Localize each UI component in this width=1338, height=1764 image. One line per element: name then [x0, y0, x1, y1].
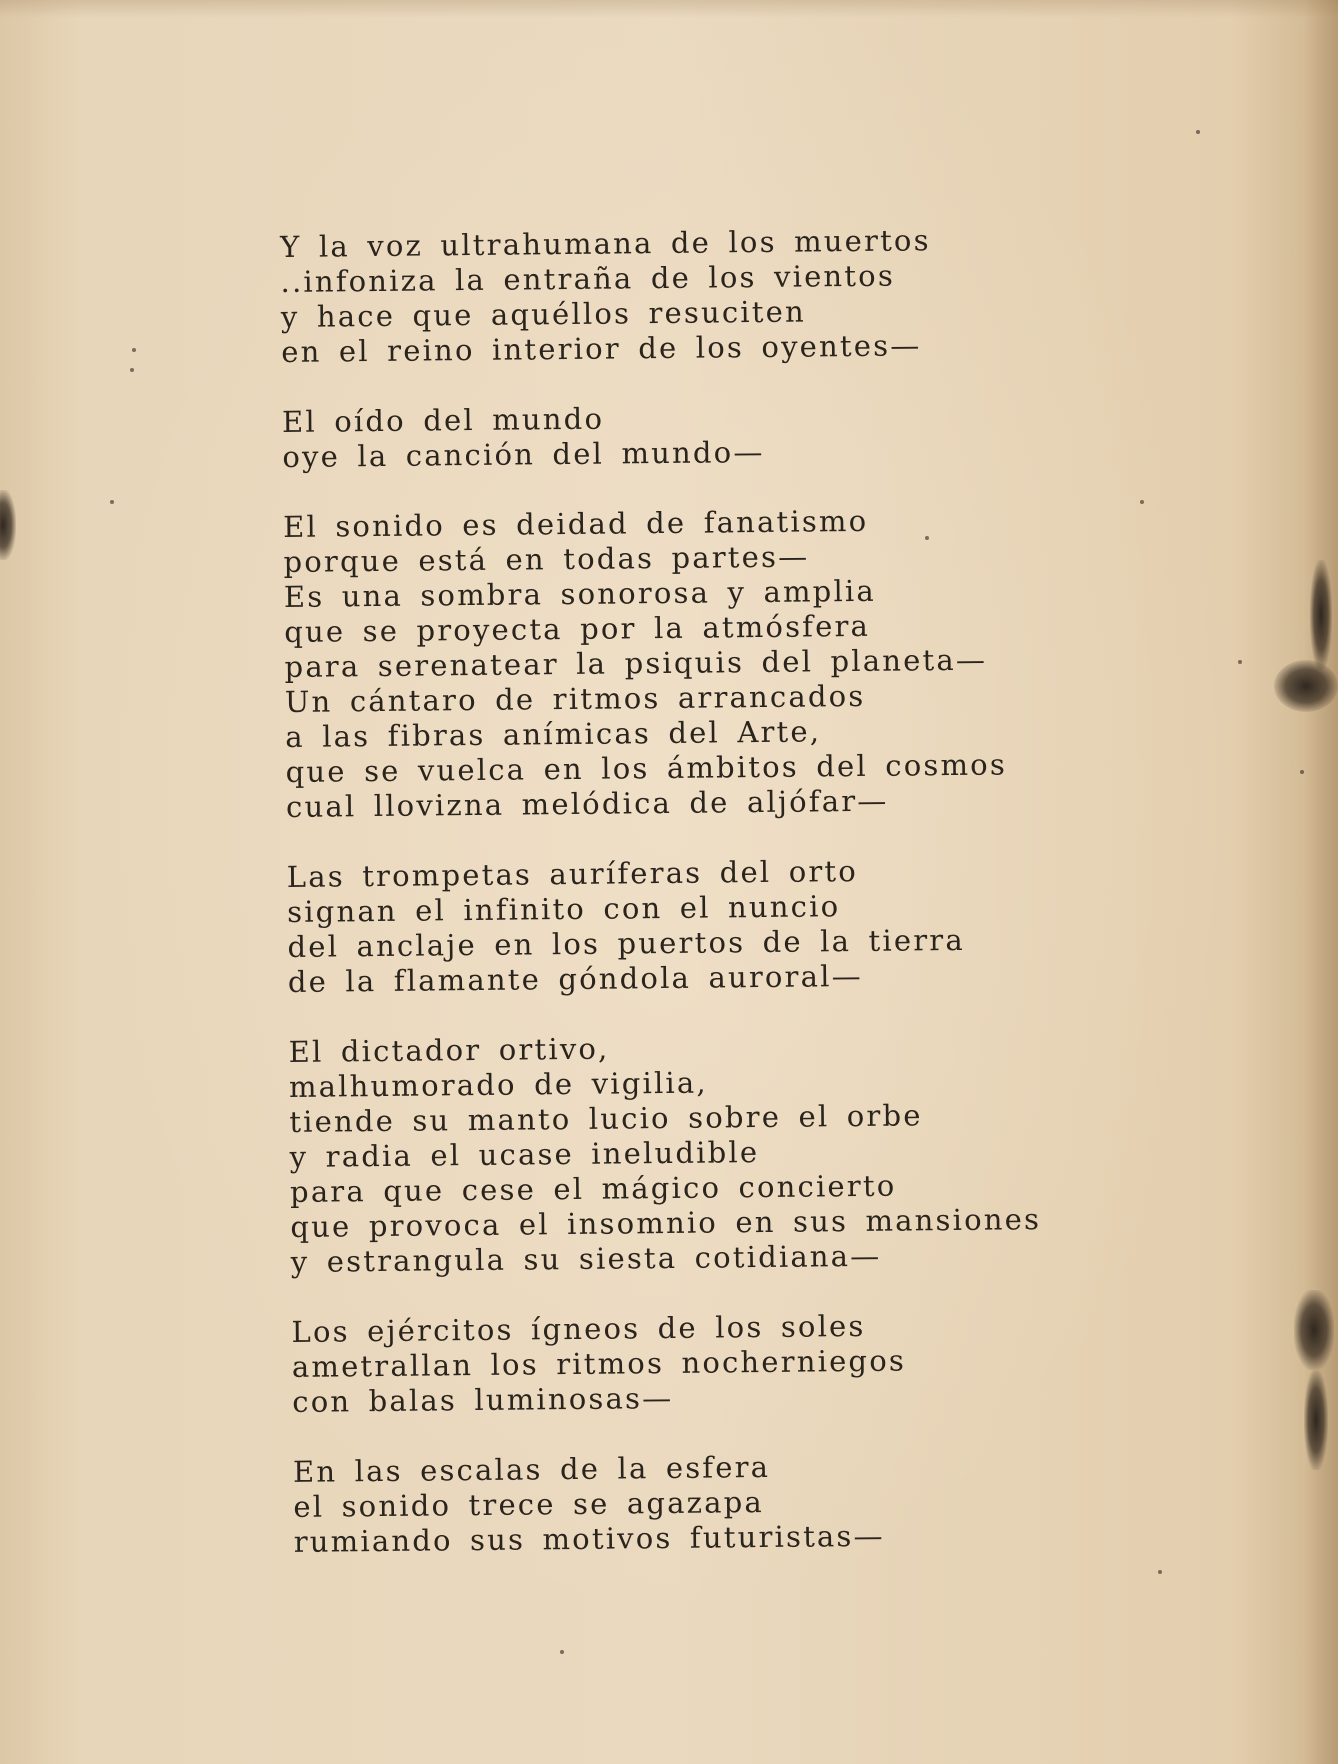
speck	[1238, 660, 1242, 664]
speck	[1196, 130, 1200, 134]
stanza	[283, 502, 1086, 825]
poem-line: y hace que aquéllos resuciten	[280, 294, 807, 334]
poem-line: para serenatear la psiquis del planeta—	[284, 642, 988, 684]
stanza	[287, 852, 1088, 1000]
poem-line: signan el infinito con el nuncio	[286, 889, 841, 929]
poem-line: para que cese el mágico concierto	[289, 1168, 897, 1209]
poem-line: ametrallan los ritmos nocherniegos	[291, 1343, 907, 1384]
poem-line: en el reino interior de los oyentes—	[281, 328, 922, 369]
poem-line: y estrangula su siesta cotidiana—	[290, 1238, 882, 1279]
poem-line: cual llovizna melódica de aljófar—	[285, 783, 889, 824]
poem-line: El dictador ortivo,	[288, 1031, 610, 1069]
poem-line: de la flamante góndola auroral—	[287, 958, 863, 999]
poem-body	[280, 222, 1094, 1595]
poem-line: Las trompetas auríferas del orto	[286, 853, 859, 894]
poem-line: malhumorado de vigilia,	[288, 1065, 709, 1104]
poem-line: ..infoniza la entraña de los vientos	[280, 258, 896, 299]
page-top-shadow	[0, 0, 1338, 18]
page-right-shadow	[1304, 0, 1338, 1764]
poem-line: con balas luminosas—	[292, 1380, 674, 1419]
poem-line: En las escalas de la esfera	[292, 1449, 771, 1489]
poem-line: porque está en todas partes—	[283, 539, 810, 579]
poem-line: El sonido es deidad de fanatismo	[282, 503, 869, 544]
speck	[1140, 500, 1144, 504]
speck	[130, 368, 134, 372]
stanza	[291, 1307, 1092, 1420]
poem-line: del anclaje en los puertos de la tierra	[287, 922, 966, 964]
speck	[132, 348, 136, 352]
stain-right-lower	[1294, 1290, 1334, 1370]
poem-line: Un cántaro de ritmos arrancados	[284, 678, 866, 719]
stain-right-lower-drip	[1304, 1370, 1328, 1470]
stanza	[282, 397, 1083, 475]
poem-line: Es una sombra sonorosa y amplia	[283, 573, 877, 614]
poem-line: y radia el ucase ineludible	[289, 1135, 760, 1174]
poem-line: que se proyecta por la atmósfera	[284, 608, 871, 649]
stain-right-upper-drip	[1310, 560, 1332, 670]
speck	[1300, 770, 1304, 774]
stanza	[293, 1447, 1094, 1560]
poem-line: que provoca el insomnio en sus mansiones	[290, 1202, 1042, 1244]
poem-line: oye la canción del mundo—	[282, 434, 765, 474]
poem-line: tiende su manto lucio sobre el orbe	[289, 1098, 923, 1139]
speck	[560, 1650, 564, 1654]
poem-line: el sonido trece se agazapa	[293, 1485, 765, 1524]
poem-line: rumiando sus motivos futuristas—	[293, 1518, 885, 1559]
poem-line: Y la voz ultrahumana de los muertos	[280, 223, 931, 264]
stain-right-upper	[1274, 660, 1338, 712]
poem-line: El oído del mundo	[281, 401, 605, 439]
stanza	[288, 1027, 1091, 1280]
speck	[110, 500, 114, 504]
stanza	[280, 222, 1081, 370]
poem-line: a las fibras anímicas del Arte,	[285, 714, 822, 754]
poem-line: Los ejércitos ígneos de los soles	[291, 1308, 866, 1349]
speck	[1158, 1570, 1162, 1574]
stain-left-edge	[0, 490, 16, 560]
poem-line: que se vuelca en los ámbitos del cosmos	[285, 747, 1008, 789]
